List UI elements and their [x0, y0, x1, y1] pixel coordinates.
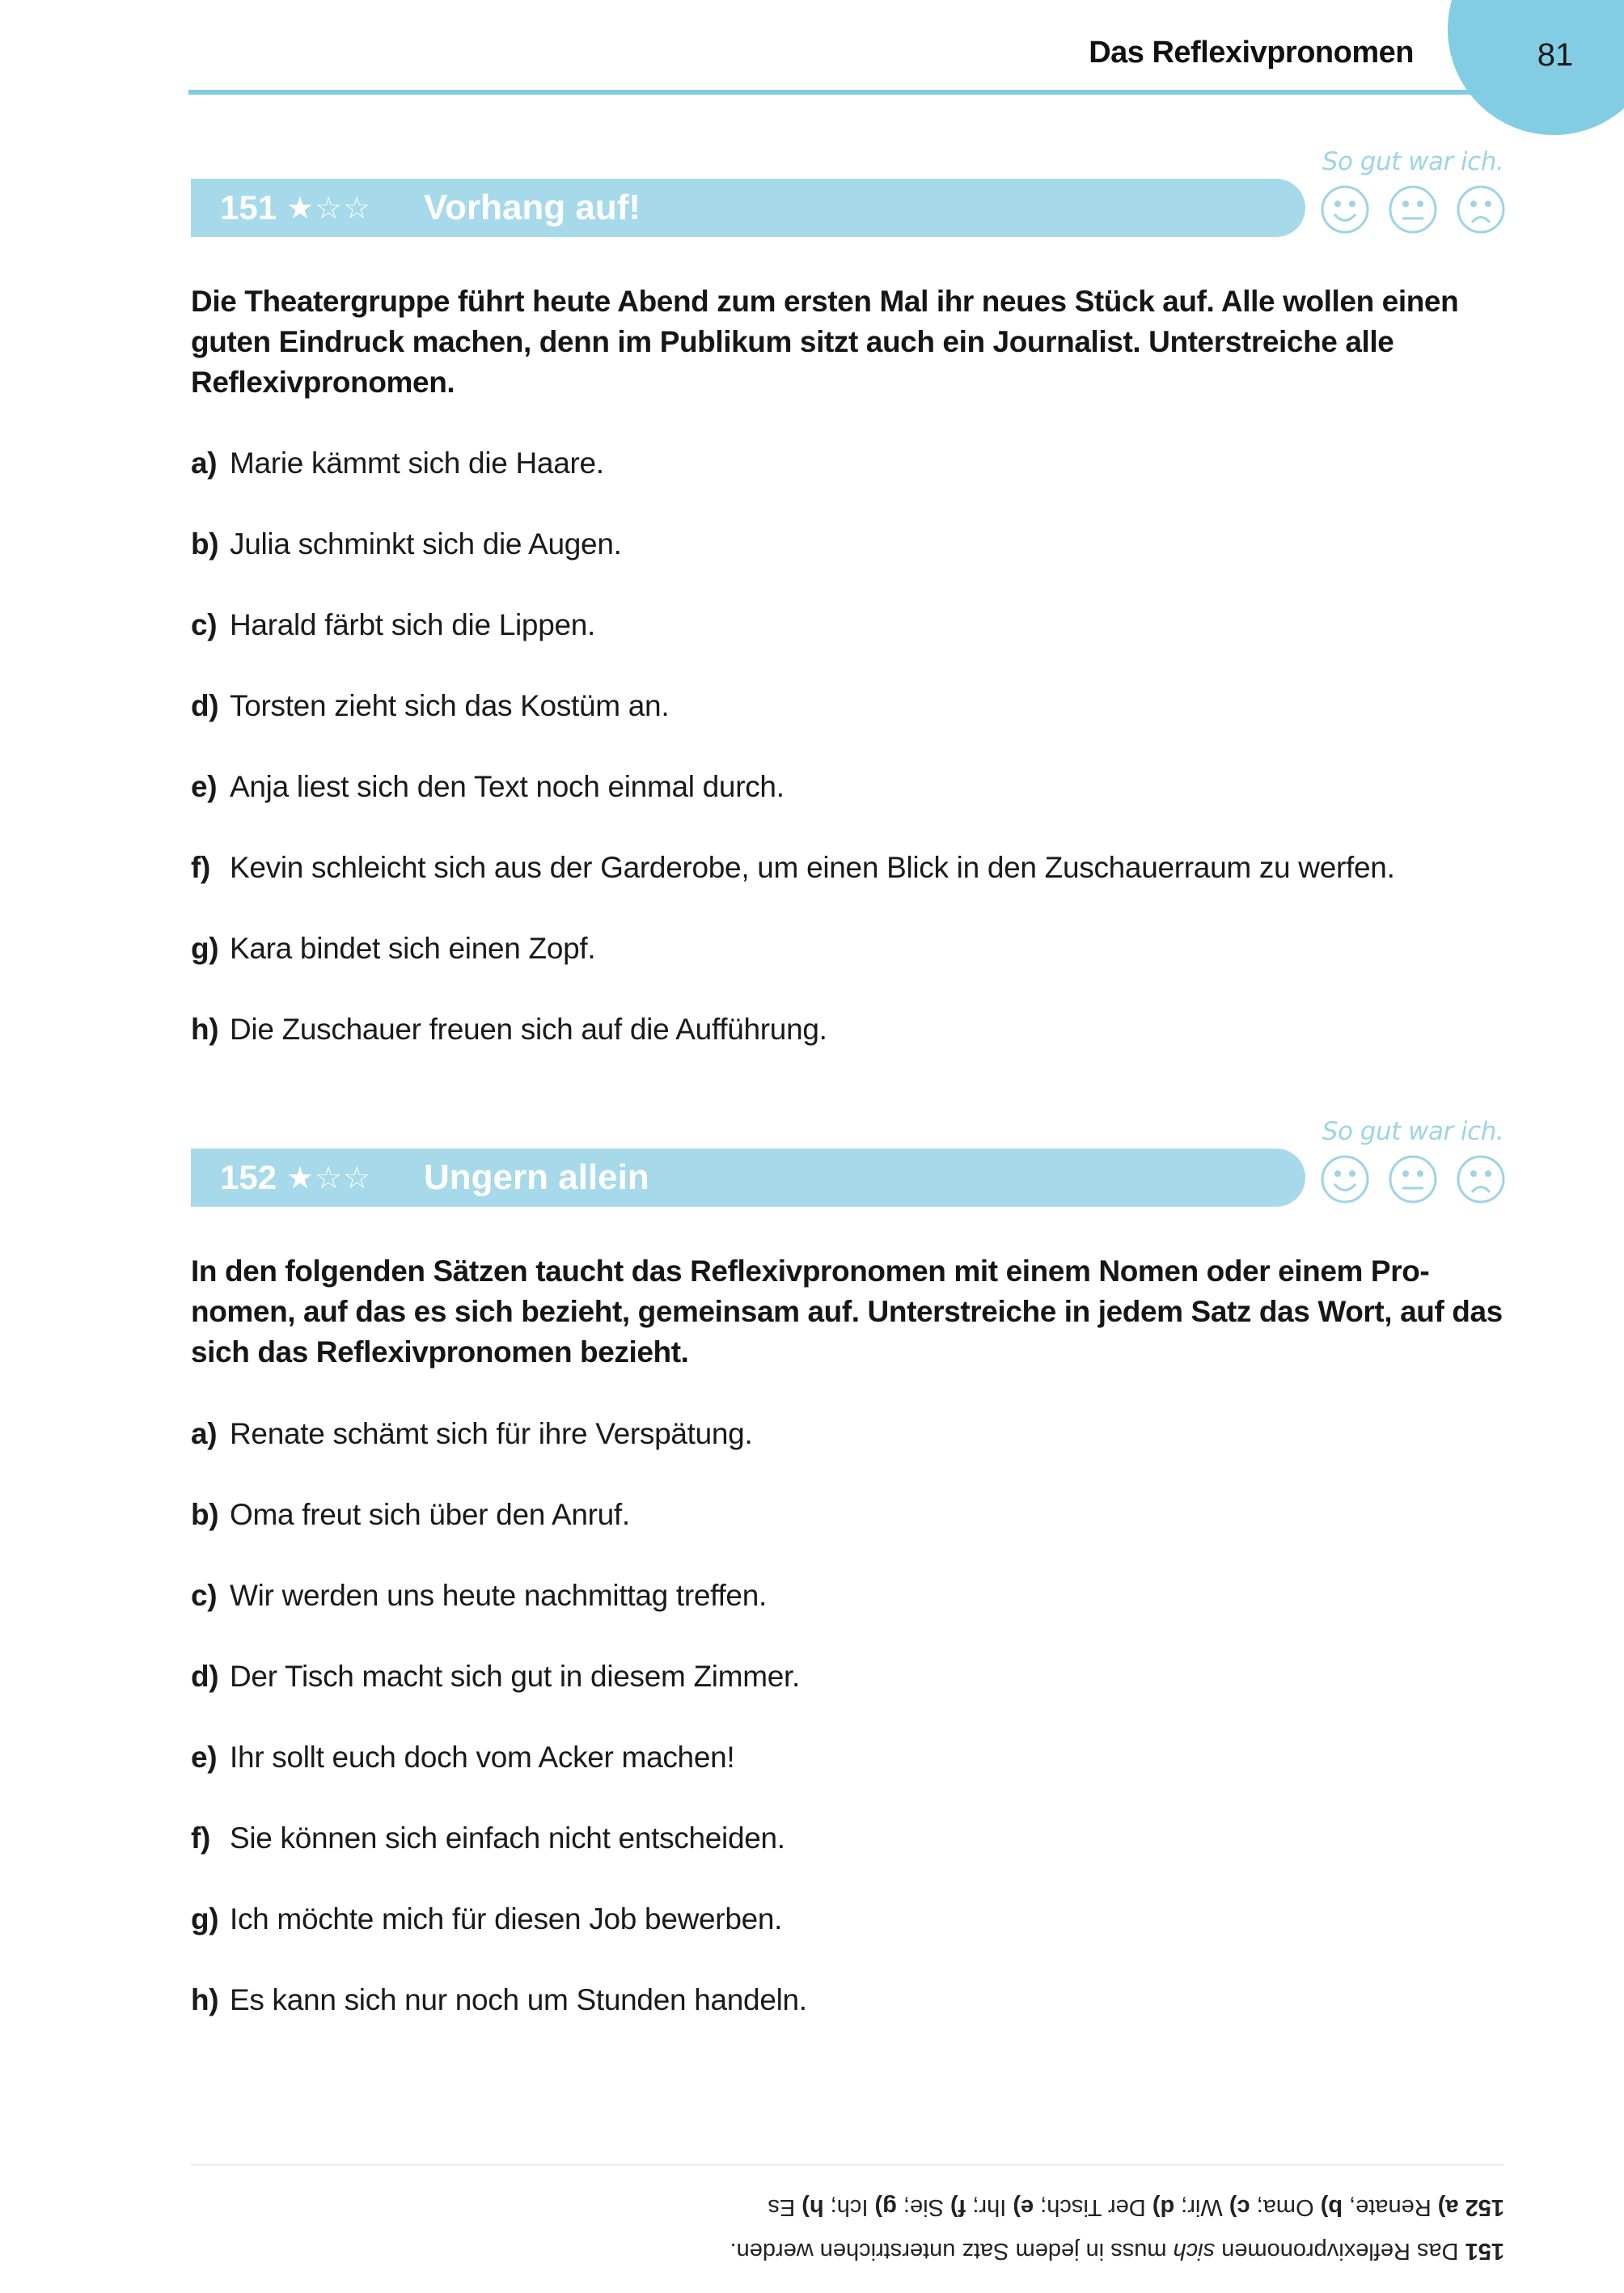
difficulty-stars-icon: ★☆☆ [286, 1161, 372, 1195]
item-sentence[interactable]: Ihr sollt euch doch vom Acker machen! [230, 1741, 735, 1774]
item-letter: b) [191, 527, 219, 561]
happy-face-icon[interactable] [1320, 184, 1370, 235]
page-number: 81 [1537, 37, 1574, 73]
item-letter: a) [191, 1417, 218, 1450]
exercise-items [191, 443, 1517, 1090]
exercise-item [191, 1576, 1517, 1656]
item-sentence[interactable]: Torsten zieht sich das Kostüm an. [230, 689, 670, 722]
item-sentence[interactable]: Anja liest sich den Text noch einmal durch. [230, 770, 785, 803]
item-sentence[interactable]: Die Zuschauer freuen sich auf die Aufführung. [230, 1013, 827, 1046]
item-letter: e) [191, 1741, 218, 1774]
sad-face-icon[interactable] [1456, 184, 1506, 235]
exercise-instruction: Die Theatergruppe führt heute Abend zum ersten Mal ihr neues Stück auf. Alle wollen einen guten Eindruck machen, denn im Publikum sitzt auch ein Journalist. Unterstreiche alle Reflexivpronomen. [191, 285, 1459, 399]
exercise-number: 151 [220, 188, 277, 226]
chapter-title: Das Reflexivpronomen [1089, 36, 1414, 70]
exercise-item [191, 1495, 1517, 1576]
neutral-face-icon[interactable] [1388, 184, 1438, 235]
item-sentence[interactable]: Kevin schleicht sich aus der Garderobe, um einen Blick in den Zuschauerraum zu werfen. [230, 851, 1395, 884]
answer-emphasis: sich [1173, 2238, 1216, 2264]
footer-divider [191, 2164, 1504, 2166]
header-divider [188, 90, 1482, 95]
exercise-instruction: In den folgenden Sätzen taucht das Reflexivpronomen mit einem Nomen oder einem Pro-nomen, auf das es sich bezieht, gemeinsam auf. Unterstreiche in jedem Satz das Wort, auf das sich das Reflexivpronomen bezieht. [191, 1254, 1503, 1369]
item-letter: f) [191, 851, 211, 884]
item-sentence[interactable]: Renate schämt sich für ihre Verspätung. [230, 1417, 753, 1450]
exercise-item [191, 1414, 1517, 1495]
item-sentence[interactable]: Wir werden uns heute nachmittag treffen. [230, 1579, 767, 1612]
answer-key [191, 2176, 1504, 2273]
exercise-item [191, 605, 1517, 686]
exercise-title: Ungern allein [424, 1157, 649, 1197]
self-rating-label: So gut war ich. [1322, 1117, 1504, 1146]
item-sentence[interactable]: Es kann sich nur noch um Stunden handeln. [230, 1983, 807, 2016]
exercise-item [191, 767, 1517, 848]
sad-face-icon[interactable] [1456, 1154, 1506, 1204]
item-letter: b) [191, 1498, 219, 1531]
item-letter: d) [191, 1660, 219, 1693]
item-sentence[interactable]: Harald färbt sich die Lippen. [230, 608, 596, 641]
item-sentence[interactable]: Ich möchte mich für diesen Job bewerben. [230, 1902, 783, 1936]
exercise-item [191, 1656, 1517, 1737]
item-letter: g) [191, 1902, 219, 1936]
exercise-item [191, 1899, 1517, 1980]
item-sentence[interactable]: Sie können sich einfach nicht entscheiden. [230, 1821, 785, 1855]
exercise-item [191, 848, 1517, 929]
item-sentence[interactable]: Oma freut sich über den Anruf. [230, 1498, 630, 1531]
item-sentence[interactable]: Kara bindet sich einen Zopf. [230, 932, 596, 965]
exercise-item [191, 1980, 1517, 2061]
item-letter: g) [191, 932, 219, 965]
exercise-item [191, 686, 1517, 767]
exercise-item [191, 443, 1517, 524]
answer-151: 151 Das Reflexivpronomen sich muss in jedem Satz unterstrichen werden. [730, 2238, 1504, 2264]
exercise-item [191, 929, 1517, 1009]
item-letter: a) [191, 446, 218, 480]
answer-152: 152 a) Renate, b) Oma; c) Wir; d) Der Tisch; e) Ihr; f) Sie; g) Ich; h) Es [768, 2194, 1504, 2220]
exercise-title: Vorhang auf! [424, 188, 641, 227]
exercise-number: 152 [220, 1158, 277, 1196]
item-letter: h) [191, 1983, 219, 2016]
exercise-item [191, 1737, 1517, 1818]
item-letter: c) [191, 608, 218, 641]
difficulty-stars-icon: ★☆☆ [286, 191, 372, 226]
item-letter: f) [191, 1821, 211, 1855]
item-sentence[interactable]: Marie kämmt sich die Haare. [230, 446, 604, 480]
exercise-item [191, 524, 1517, 605]
happy-face-icon[interactable] [1320, 1154, 1370, 1204]
item-letter: e) [191, 770, 218, 803]
self-rating-options [1320, 184, 1506, 235]
item-letter: c) [191, 1579, 218, 1612]
item-letter: d) [191, 689, 219, 722]
exercise-item [191, 1818, 1517, 1899]
answer-number: 152 [1465, 2194, 1504, 2220]
exercise-banner [191, 1149, 1305, 1207]
exercise-banner [191, 179, 1305, 237]
neutral-face-icon[interactable] [1388, 1154, 1438, 1204]
self-rating-label: So gut war ich. [1322, 147, 1504, 176]
item-sentence[interactable]: Der Tisch macht sich gut in diesem Zimmer. [230, 1660, 800, 1693]
answer-number: 151 [1465, 2238, 1504, 2264]
exercise-items [191, 1414, 1517, 2061]
item-sentence[interactable]: Julia schminkt sich die Augen. [230, 527, 622, 561]
exercise-item [191, 1009, 1517, 1090]
item-letter: h) [191, 1013, 219, 1046]
self-rating-options [1320, 1154, 1506, 1204]
